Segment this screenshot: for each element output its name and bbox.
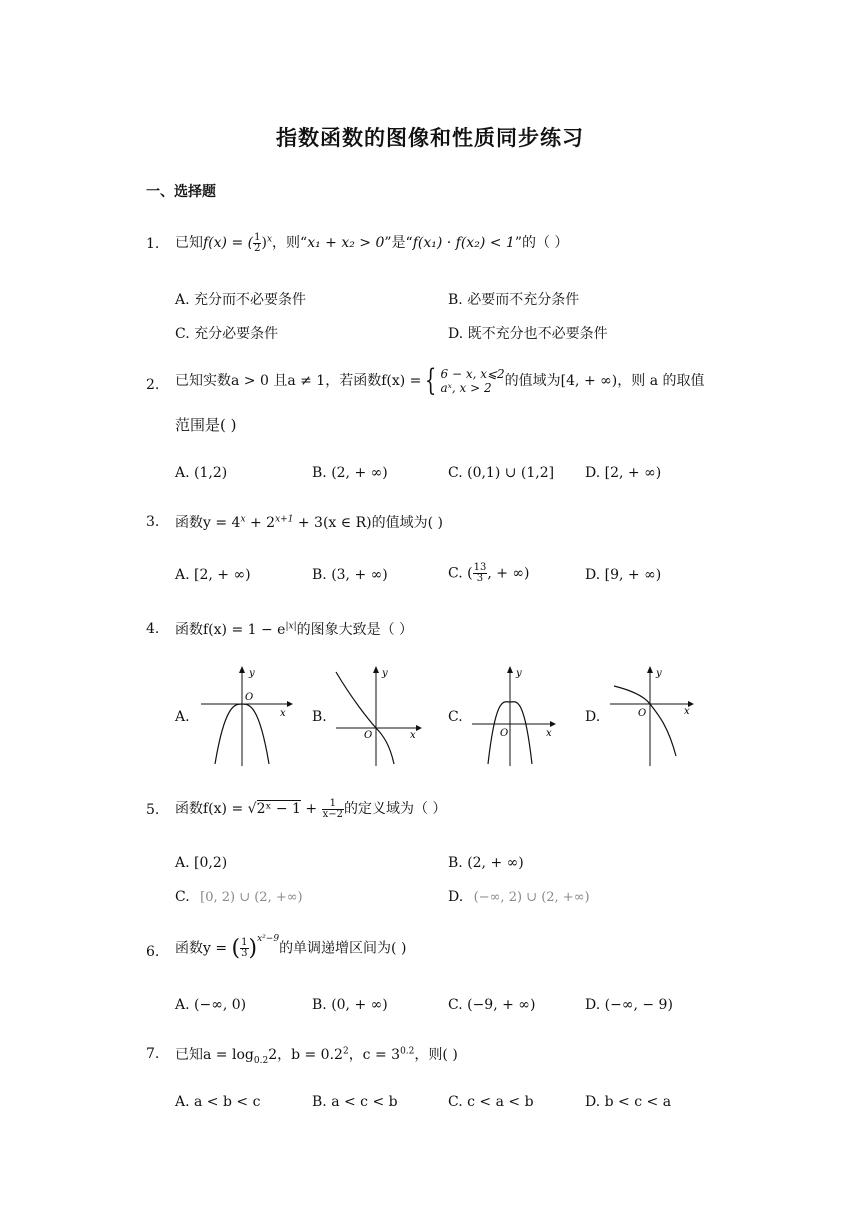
q7-option-c[interactable]: C. c < a < b [448,1094,534,1110]
q3-optc-den: 3 [476,573,484,584]
x-axis-arrow [550,721,556,727]
q6-rparen: ) [248,936,258,961]
q6-text-a: 函数y = [175,940,232,957]
y-label: y [516,668,522,679]
q1-option-c[interactable]: C. 充分必要条件 [175,326,279,342]
q5-option-b[interactable]: B. (2, + ∞) [448,855,524,871]
q2-option-b[interactable]: B. (2, + ∞) [312,465,388,481]
origin-label: O [364,730,373,741]
q5-optc-label: C. [175,889,190,905]
q5-text-a: 函数f(x) = √ [175,801,257,817]
q3-exp-2: x+1 [275,514,294,525]
question-1-number: 1. [146,236,160,252]
q1-cond2: f(x₁) · f(x₂) < 1 [412,235,515,251]
q3-option-c[interactable] [448,563,530,584]
q5-frac-num: 1 [322,799,344,810]
q2-piece-2: aˣ, x > 2 [440,381,492,395]
x-label: x [684,706,690,717]
q7-sup-2: 0.2 [400,1046,415,1057]
q3-optc-num: 13 [473,562,487,573]
q4-text-a: 函数f(x) = 1 − e [175,622,286,638]
question-6-number: 6. [146,944,160,960]
q3-option-a[interactable]: A. [2, + ∞) [175,567,251,583]
question-7-text [175,1044,458,1066]
question-3-text [175,512,443,532]
q3-exp-1: x [240,514,246,525]
y-label: y [382,668,388,679]
q6-fraction [240,938,248,959]
q2-option-c[interactable]: C. (0,1) ∪ (1,2] [448,465,555,481]
q5-frac-den: x−2 [322,808,343,820]
y-label: y [656,668,662,679]
q7-text-b: 2，b = 0.2 [268,1047,343,1063]
question-5-number: 5. [146,802,160,818]
q6-option-d[interactable]: D. (−∞, − 9) [585,997,673,1013]
q4-text-b: 的图象大致是（ ） [296,622,414,638]
q2-text-a: 已知实数a > 0 且a ≠ 1，若函数f(x) = [175,373,422,389]
q1-text-b: ，则“ [272,235,308,251]
q7-text-a: 已知a = log [175,1047,254,1063]
origin-label: O [638,708,647,719]
x-axis-arrow [416,725,422,731]
q4-graph-a [195,664,295,768]
q5-fraction [322,799,344,820]
q5-option-a[interactable]: A. [0,2) [175,855,228,871]
q4-option-c[interactable]: C. [448,709,463,725]
x-label: x [280,708,286,719]
q1-func-end: ) [261,235,267,251]
q3-text-a: 函数y = 4 [175,515,241,531]
q3-option-d[interactable]: D. [9, + ∞) [585,567,662,583]
q6-option-b[interactable]: B. (0, + ∞) [312,997,388,1013]
q6-frac-num: 1 [241,937,248,948]
q6-lparen: ( [231,936,241,961]
q2-text-cont: 范围是( ) [175,416,237,434]
q7-sub: 0.2 [253,1055,269,1066]
q2-piecewise [441,367,505,395]
q3-text-c: + 3(x ∈ R)的值域为( ) [293,515,443,531]
page-title: 指数函数的图像和性质同步练习 [276,126,584,150]
q1-text-a: 已知 [175,235,203,251]
q1-text-d: ”的（ ） [514,235,569,251]
question-2-number: 2. [146,377,160,393]
q6-option-a[interactable]: A. (−∞, 0) [175,997,247,1013]
q7-option-b[interactable]: B. a < c < b [312,1094,398,1110]
q6-text-b: 的单调递增区间为( ) [279,940,407,957]
question-7-number: 7. [146,1046,160,1062]
q4-exp: |x| [285,621,297,632]
q4-option-d[interactable]: D. [585,709,601,725]
y-axis-arrow [507,666,513,673]
q7-sup-1: 2 [342,1046,349,1057]
question-1-text [175,232,568,254]
q2-brace: { [425,363,437,398]
question-6-text [175,933,407,961]
q5-optc-value: [0, 2) ∪ (2, +∞) [200,890,303,905]
question-4-text [175,619,413,639]
q5-text-c: 的定义域为（ ） [343,801,447,817]
question-2-text [175,363,705,398]
q3-optc-end: , + ∞) [487,565,530,582]
q5-optd-label: D. [448,889,464,905]
origin-label: O [245,692,254,703]
q4-option-a[interactable]: A. [175,709,190,725]
q1-exp: x [266,234,273,245]
q6-frac-den: 3 [241,948,248,959]
q2-option-d[interactable]: D. [2, + ∞) [585,465,662,481]
q4-graph-d [606,664,702,768]
y-axis-arrow [239,666,245,673]
q4-graph-c [470,664,562,768]
q5-optd-value: (−∞, 2) ∪ (2, +∞) [473,890,590,905]
x-axis-arrow [287,701,293,707]
q1-frac-den: 2 [254,242,261,254]
q6-option-c[interactable]: C. (−9, + ∞) [448,997,536,1013]
q7-text-d: ，则( ) [414,1047,458,1063]
q3-optc-fraction [473,563,488,584]
q5-option-d[interactable] [448,889,590,905]
q1-option-a[interactable]: A. 充分而不必要条件 [175,292,307,308]
question-5-text [175,798,446,820]
question-4-number: 4. [146,621,160,637]
q1-option-b[interactable]: B. 必要而不充分条件 [448,292,580,308]
q7-text-c: ，c = 3 [348,1047,401,1063]
q1-frac-num: 1 [254,231,261,243]
q1-cond1: x₁ + x₂ > 0 [307,235,385,251]
q2-text-b: 的值域为[4, + ∞)，则 a 的取值 [504,373,705,389]
y-axis-arrow [647,666,653,673]
q7-option-d[interactable]: D. b < c < a [585,1094,672,1110]
q3-text-b: + 2 [245,515,276,531]
q7-option-a[interactable]: A. a < b < c [175,1094,261,1110]
q4-option-b[interactable]: B. [312,709,327,725]
q1-func: f(x) = ( [203,235,254,251]
q5-text-b: + [300,801,322,817]
x-label: x [546,728,552,739]
q6-exp: x²−9 [257,933,280,944]
q5-radicand: 2ˣ − 1 [256,801,301,817]
q3-option-b[interactable]: B. (3, + ∞) [312,567,388,583]
q4-graph-b [332,664,432,768]
q1-text-c: ”是“ [384,235,413,251]
q5-option-c[interactable] [175,889,303,905]
y-label: y [249,668,255,679]
y-axis-arrow [373,666,379,673]
q3-optc-label: C. ( [448,565,473,582]
origin-label: O [500,728,509,739]
section-heading: 一、选择题 [146,184,216,200]
curve [336,672,394,764]
q2-option-a[interactable]: A. (1,2) [175,465,228,481]
q1-option-d[interactable]: D. 既不充分也不必要条件 [448,326,608,342]
curve [614,686,676,756]
q2-piece-1: 6 − x, x⩽2 [440,367,505,381]
x-label: x [410,730,416,741]
question-3-number: 3. [146,514,160,530]
